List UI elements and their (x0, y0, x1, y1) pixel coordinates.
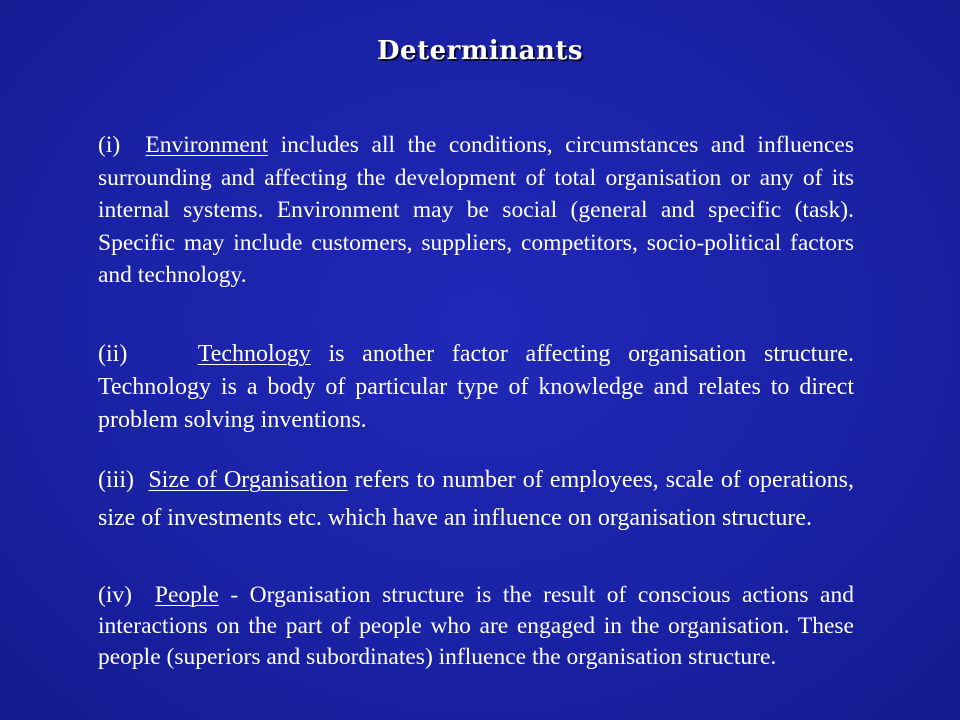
item-term: Size of Organisation (148, 467, 348, 493)
item-text: includes all the conditions, circumstances and influences surrounding and affecting the development of total organisation or any of its internal systems. Environment may be social (general and specific (task). Specific may include customers, suppliers, competitors, socio-political factors and technology. (98, 132, 854, 289)
item-term: People (154, 582, 219, 608)
item-number: (iii) (98, 467, 149, 493)
slide-title: Determinants (376, 36, 584, 66)
item-number: (iv) (98, 582, 155, 608)
item-number: (ii) (98, 341, 198, 367)
determinant-people (98, 580, 854, 673)
item-term: Technology (197, 341, 311, 367)
determinant-environment (98, 129, 854, 292)
item-text: - Organisation structure is the result of conscious actions and interactions on the part of people who are engaged in the organisation. These people (superiors and subordinates) influence the organisation structure. (98, 582, 854, 670)
item-text: refers to number of employees, scale of operations, size of investments etc. which have an influence on organisation structure. (98, 467, 854, 531)
determinant-size (98, 461, 854, 537)
determinant-technology (98, 338, 854, 437)
item-text: is another factor affecting organisation structure. Technology is a body of particular type of knowledge and relates to direct problem solving inventions. (98, 341, 854, 433)
item-number: (i) (98, 132, 146, 158)
item-term: Environment (145, 132, 269, 158)
